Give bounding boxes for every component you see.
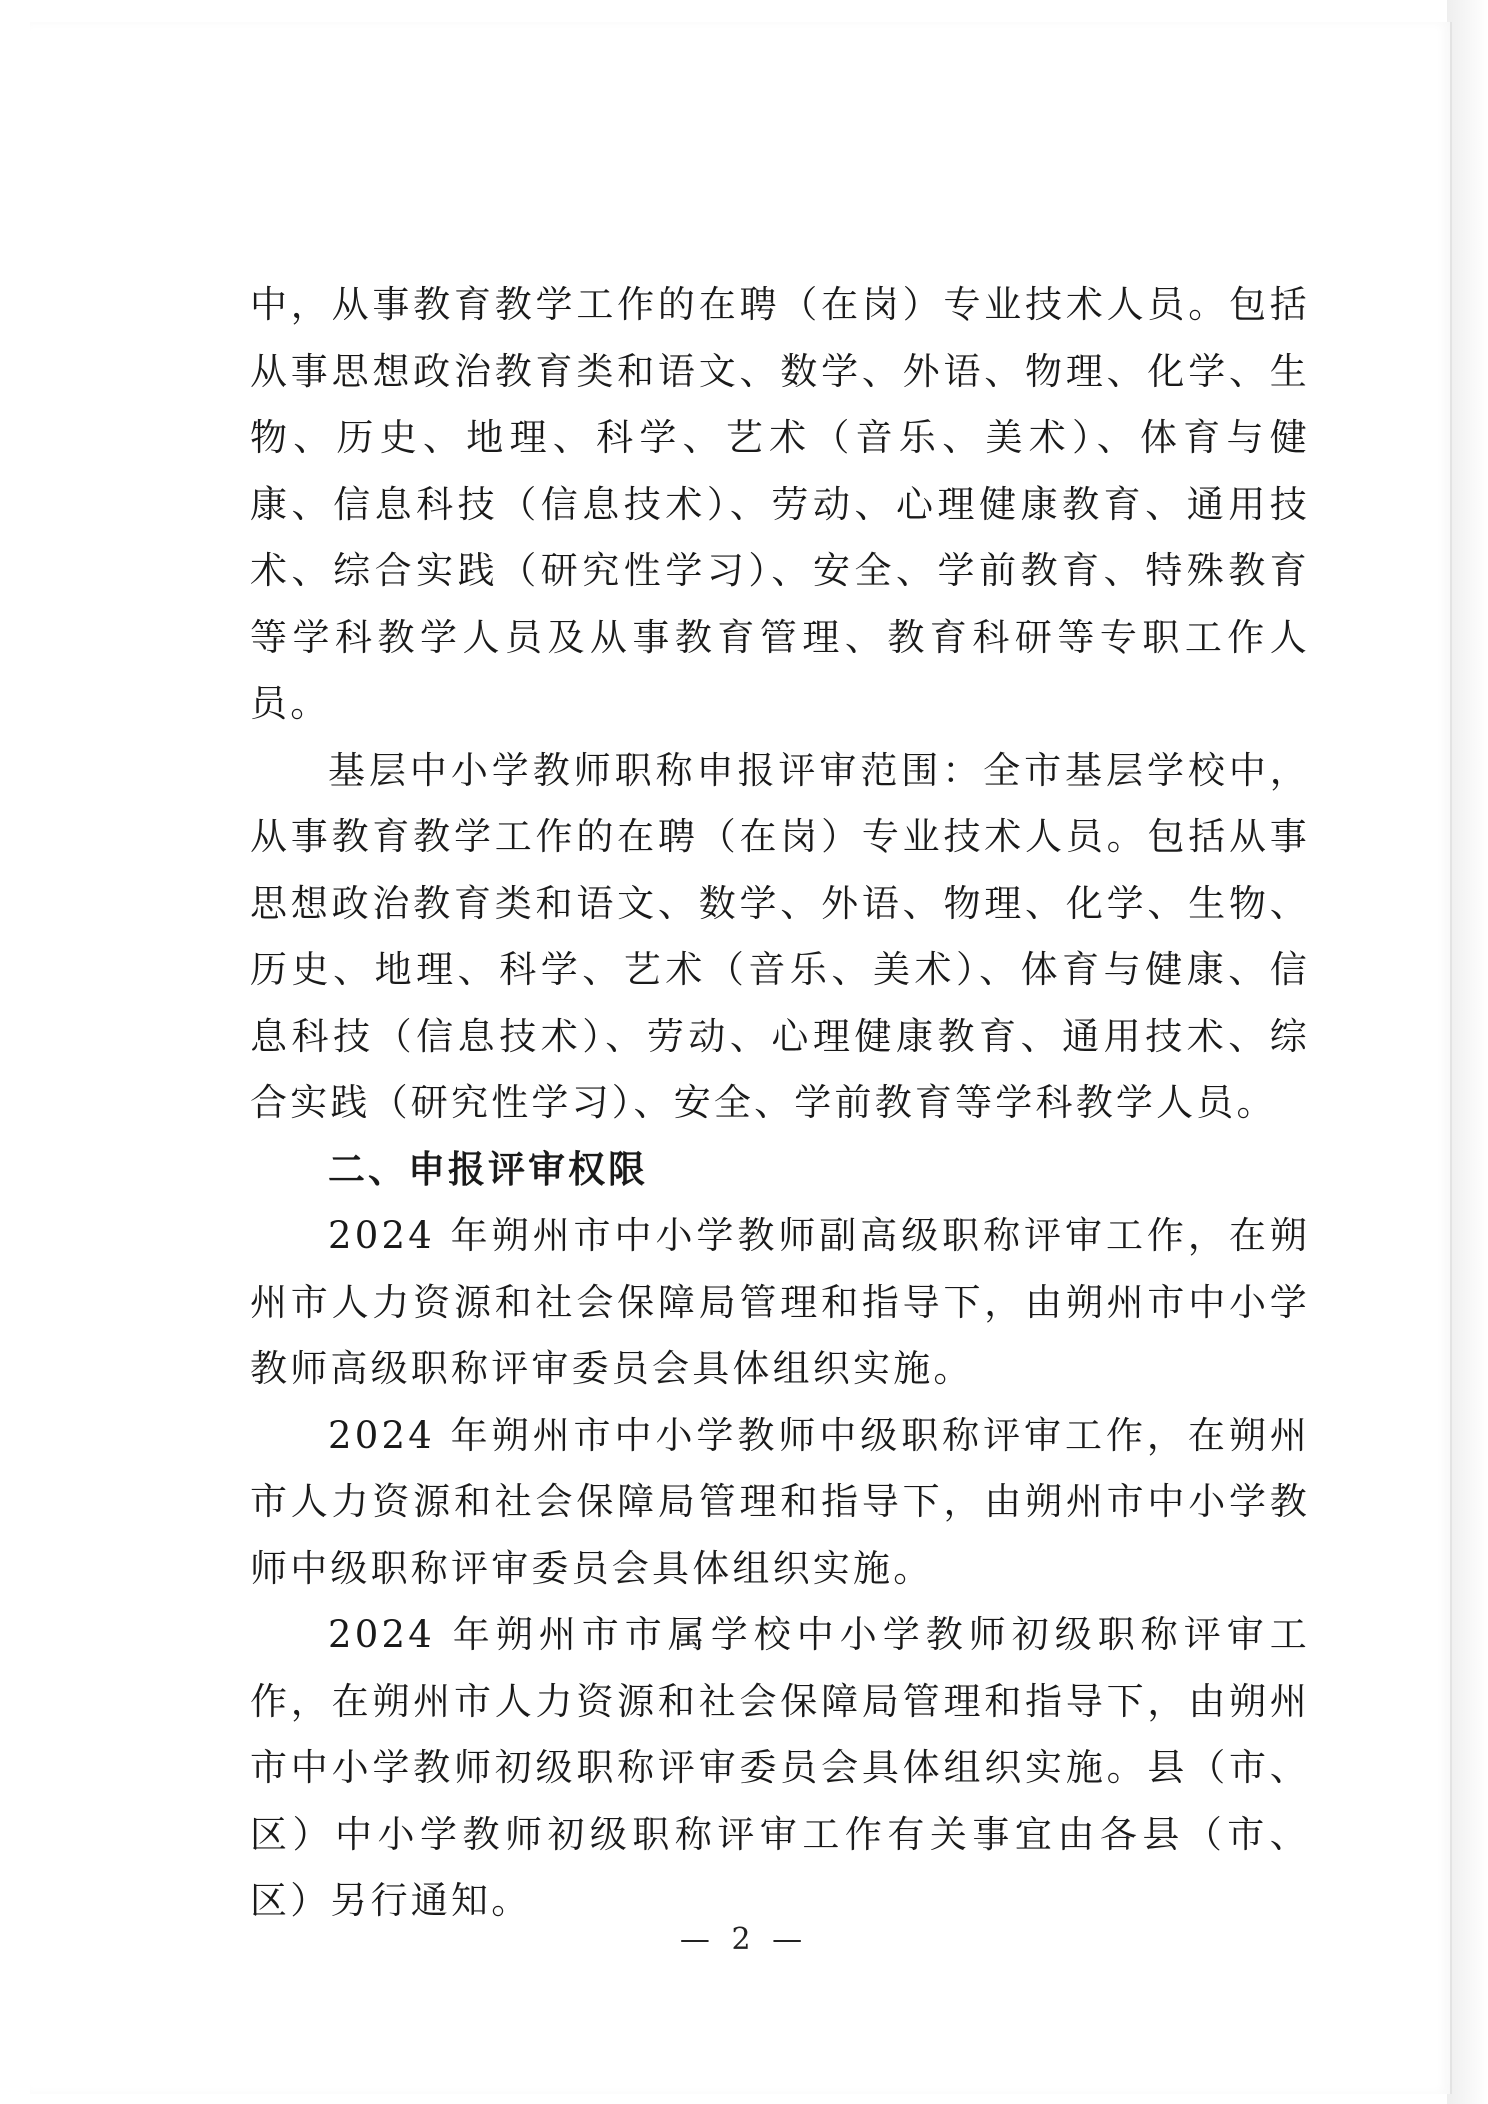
paragraph-intermediate-title-review: 2024 年朔州市中小学教师中级职称评审工作，在朔州市人力资源和社会保障局管理和指导下，由朔州市中小学教师中级职称评审委员会具体组织实施。: [250, 1413, 1310, 1590]
paragraph-scope-continued: 中，从事教育教学工作的在聘（在岗）专业技术人员。包括从事思想政治教育类和语文、数学、外语、物理、化学、生物、历史、地理、科学、艺术（音乐、美术）、体育与健康、信息科技（信息技术）、劳动、心理健康教育、通用技术、综合实践（研究性学习）、安全、学前教育、特殊教育等学科教学人员及从事教育管理、教育科研等专职工作人员。: [250, 283, 1310, 725]
paragraph-basic-level-scope: 基层中小学教师职称申报评审范围：全市基层学校中，从事教育教学工作的在聘（在岗）专业技术人员。包括从事思想政治教育类和语文、数学、外语、物理、化学、生物、历史、地理、科学、艺术（音乐、美术）、体育与健康、信息科技（信息技术）、劳动、心理健康教育、通用技术、综合实践（研究性学习）、安全、学前教育等学科教学人员。: [250, 748, 1310, 1124]
section-heading-review-authority: 二、申报评审权限: [328, 1147, 648, 1191]
paragraph-junior-title-review: 2024 年朔州市市属学校中小学教师初级职称评审工作，在朔州市人力资源和社会保障局管理和指导下，由朔州市中小学教师初级职称评审委员会具体组织实施。县（市、区）中小学教师初级职称评审工作有关事宜由各县（市、区）另行通知。: [250, 1613, 1310, 1922]
paragraph-senior-title-review: 2024 年朔州市中小学教师副高级职称评审工作，在朔州市人力资源和社会保障局管理和指导下，由朔州市中小学教师高级职称评审委员会具体组织实施。: [250, 1214, 1310, 1390]
page-edge-shadow: [1447, 0, 1488, 2104]
page-number: — 2 —: [679, 1922, 809, 1957]
document-body: [250, 272, 1310, 1935]
